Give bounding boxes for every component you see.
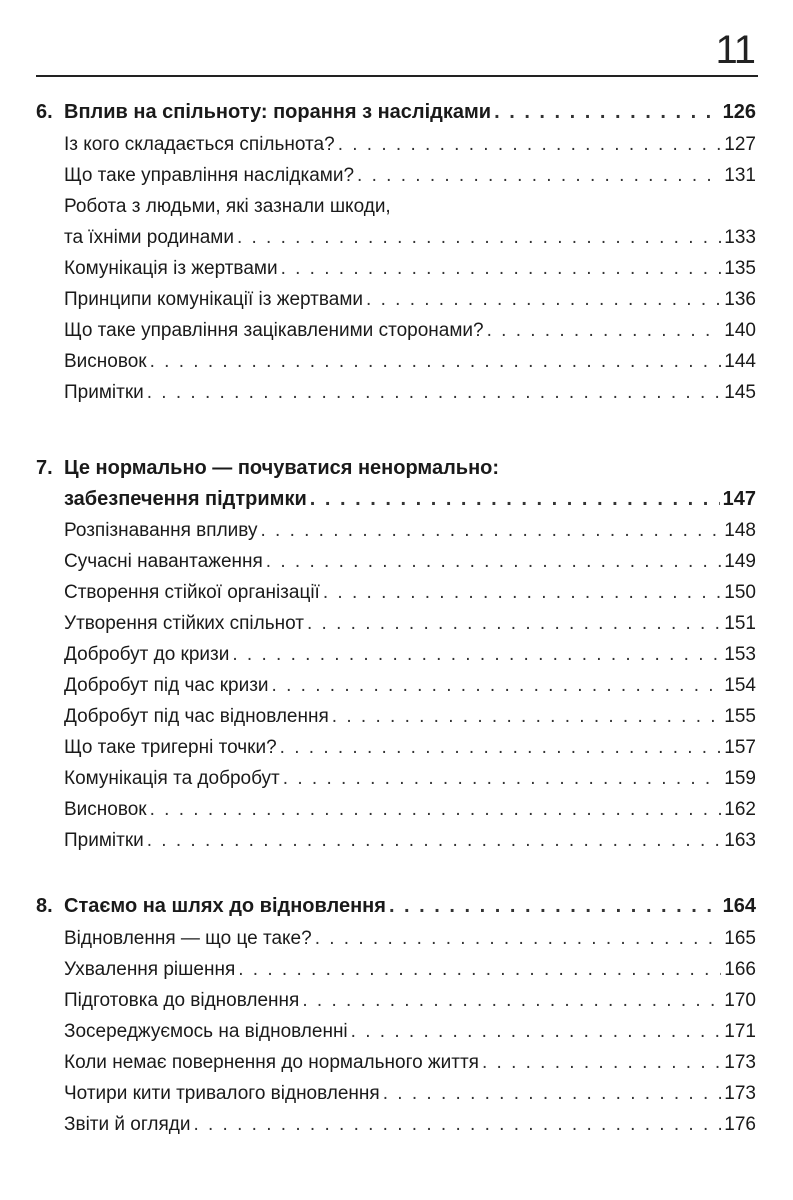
chapter-number: 7. xyxy=(36,457,53,479)
entry-title: Добробут під час відновлення xyxy=(64,706,329,727)
toc-entry[interactable] xyxy=(36,346,756,377)
entry-title: Примітки xyxy=(64,382,144,403)
entry-title: Створення стійкої організації xyxy=(64,582,320,603)
entry-page: 131 xyxy=(724,165,756,186)
toc-entry[interactable] xyxy=(36,670,756,701)
dot-leader xyxy=(237,222,721,253)
entry-title: Принципи комунікації із жертвами xyxy=(64,289,364,310)
toc-entry[interactable] xyxy=(36,1109,756,1140)
toc-entry[interactable] xyxy=(36,1047,756,1078)
dot-leader xyxy=(193,1109,721,1140)
entry-title-line1: Робота з людьми, які зазнали шкоди, xyxy=(64,196,391,217)
chapter-number: 8. xyxy=(36,895,53,917)
entry-page: 157 xyxy=(724,737,756,758)
entry-page: 151 xyxy=(724,613,756,634)
table-of-contents xyxy=(36,96,756,1140)
entry-title: Комунікація із жертвами xyxy=(64,258,278,279)
entry-page: 166 xyxy=(724,959,756,980)
entry-page: 163 xyxy=(724,830,756,851)
entry-title: Коли немає повернення до нормального життя xyxy=(64,1052,479,1073)
entry-title: Що таке управління зацікавленими сторонами? xyxy=(64,320,484,341)
entry-title: Звіти й огляди xyxy=(64,1114,191,1135)
toc-entry[interactable] xyxy=(36,639,756,670)
toc-entry[interactable] xyxy=(36,1016,756,1047)
dot-leader xyxy=(147,377,722,408)
entry-title: Чотири кити тривалого відновлення xyxy=(64,1083,380,1104)
entry-title: Зосереджуємось на відновленні xyxy=(64,1021,348,1042)
toc-entry[interactable] xyxy=(36,923,756,954)
dot-leader xyxy=(232,639,721,670)
chapter-heading[interactable] xyxy=(36,453,756,515)
chapter-8 xyxy=(36,890,756,1140)
chapter-spacer xyxy=(36,408,756,453)
entry-page: 155 xyxy=(724,706,756,727)
toc-entry[interactable] xyxy=(36,253,756,284)
dot-leader xyxy=(272,670,722,701)
chapter-heading[interactable] xyxy=(36,96,756,129)
dot-leader xyxy=(351,1016,722,1047)
entry-title: Примітки xyxy=(64,830,144,851)
dot-leader xyxy=(307,608,721,639)
entry-title: Відновлення — що це таке? xyxy=(64,928,312,949)
toc-entry[interactable] xyxy=(36,284,756,315)
entry-page: 176 xyxy=(724,1114,756,1135)
chapter-spacer xyxy=(36,856,756,890)
dot-leader xyxy=(283,763,722,794)
entry-page: 133 xyxy=(724,227,756,248)
toc-entry[interactable] xyxy=(36,377,756,408)
toc-entry[interactable] xyxy=(36,732,756,763)
entry-page: 173 xyxy=(724,1083,756,1104)
page-number: 11 xyxy=(715,28,755,72)
entry-page: 127 xyxy=(724,134,756,155)
entry-title: Добробут під час кризи xyxy=(64,675,269,696)
entry-page: 145 xyxy=(724,382,756,403)
toc-entry[interactable] xyxy=(36,191,756,253)
entry-title: Ухвалення рішення xyxy=(64,959,236,980)
entry-title: Що таке тригерні точки? xyxy=(64,737,277,758)
chapter-page: 164 xyxy=(722,895,756,917)
header-rule xyxy=(36,75,758,77)
toc-entry[interactable] xyxy=(36,515,756,546)
entry-page: 153 xyxy=(724,644,756,665)
dot-leader xyxy=(389,890,720,923)
toc-entry[interactable] xyxy=(36,608,756,639)
toc-entry[interactable] xyxy=(36,546,756,577)
dot-leader xyxy=(332,701,722,732)
dot-leader xyxy=(150,794,722,825)
entry-title: Комунікація та добробут xyxy=(64,768,280,789)
entry-page: 173 xyxy=(724,1052,756,1073)
entry-title: Висновок xyxy=(64,351,147,372)
entry-title: Що таке управління наслідками? xyxy=(64,165,355,186)
toc-entry[interactable] xyxy=(36,825,756,856)
toc-entry[interactable] xyxy=(36,763,756,794)
dot-leader xyxy=(260,515,721,546)
chapter-title: Стаємо на шлях до відновлення xyxy=(64,895,386,917)
entry-page: 165 xyxy=(724,928,756,949)
toc-entry[interactable] xyxy=(36,1078,756,1109)
chapter-heading[interactable] xyxy=(36,890,756,923)
dot-leader xyxy=(281,253,722,284)
dot-leader xyxy=(315,923,722,954)
entry-title: Із кого складається спільнота? xyxy=(64,134,335,155)
toc-entry[interactable] xyxy=(36,985,756,1016)
entry-page: 135 xyxy=(724,258,756,279)
entry-page: 162 xyxy=(724,799,756,820)
entry-page: 171 xyxy=(724,1021,756,1042)
dot-leader xyxy=(302,985,721,1016)
entry-page: 140 xyxy=(724,320,756,341)
entry-page: 144 xyxy=(724,351,756,372)
chapter-title: Вплив на спільноту: порання з наслідками xyxy=(64,101,492,123)
chapter-number: 6. xyxy=(36,101,53,123)
toc-entry[interactable] xyxy=(36,954,756,985)
entry-page: 148 xyxy=(724,520,756,541)
dot-leader xyxy=(266,546,722,577)
chapter-title-line1: Це нормально — почуватися ненормально: xyxy=(64,457,500,479)
chapter-7 xyxy=(36,453,756,856)
toc-entry[interactable] xyxy=(36,577,756,608)
toc-entry[interactable] xyxy=(36,160,756,191)
dot-leader xyxy=(383,1078,722,1109)
chapter-6 xyxy=(36,96,756,408)
chapter-page: 147 xyxy=(722,488,756,510)
dot-leader xyxy=(366,284,721,315)
dot-leader xyxy=(238,954,721,985)
dot-leader xyxy=(310,484,720,515)
dot-leader xyxy=(357,160,721,191)
entry-page: 170 xyxy=(724,990,756,1011)
dot-leader xyxy=(150,346,722,377)
toc-entry[interactable] xyxy=(36,129,756,160)
dot-leader xyxy=(147,825,722,856)
entry-title: Утворення стійких спільнот xyxy=(64,613,304,634)
dot-leader xyxy=(338,129,722,160)
dot-leader xyxy=(494,96,720,129)
entry-title: та їхніми родинами xyxy=(64,227,234,248)
entry-title: Сучасні навантаження xyxy=(64,551,263,572)
dot-leader xyxy=(323,577,721,608)
dot-leader xyxy=(280,732,722,763)
entry-page: 136 xyxy=(724,289,756,310)
toc-entry[interactable] xyxy=(36,701,756,732)
toc-entry[interactable] xyxy=(36,794,756,825)
toc-entry[interactable] xyxy=(36,315,756,346)
chapter-page: 126 xyxy=(722,101,756,123)
entry-title: Підготовка до відновлення xyxy=(64,990,300,1011)
entry-page: 154 xyxy=(724,675,756,696)
entry-title: Добробут до кризи xyxy=(64,644,230,665)
entry-page: 149 xyxy=(724,551,756,572)
entry-title: Розпізнавання впливу xyxy=(64,520,258,541)
dot-leader xyxy=(487,315,722,346)
chapter-title: забезпечення підтримки xyxy=(64,488,307,510)
entry-title: Висновок xyxy=(64,799,147,820)
entry-page: 159 xyxy=(724,768,756,789)
entry-page: 150 xyxy=(724,582,756,603)
dot-leader xyxy=(482,1047,721,1078)
